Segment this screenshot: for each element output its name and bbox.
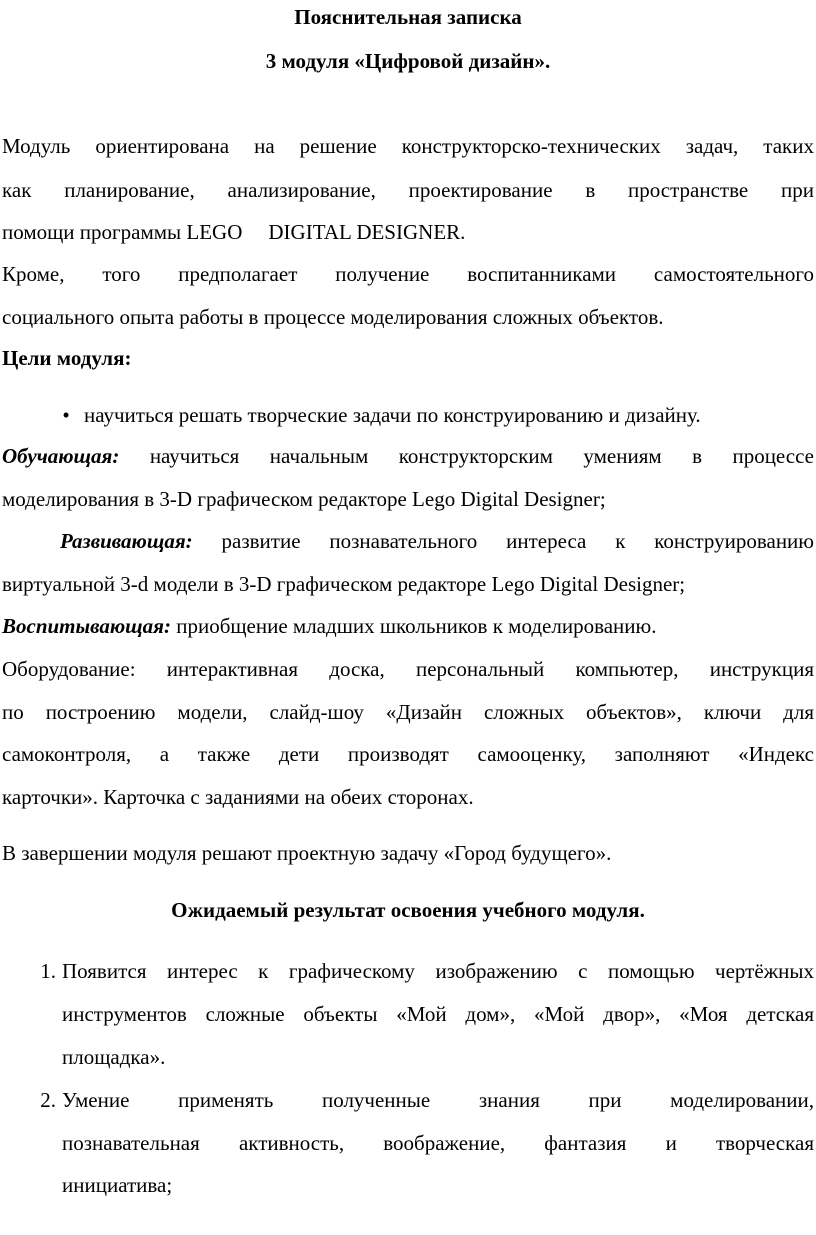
intro-line-3 <box>2 219 814 245</box>
document-subtitle: 3 модуля «Цифровой дизайн». <box>265 49 551 73</box>
equipment-line-4: карточки». Карточка с заданиями на обеих сторонах. <box>2 785 474 809</box>
equipment-line-1: Оборудование: интерактивная доска, персональный компьютер, инструкция <box>2 657 814 681</box>
developing-goal-line-1 <box>60 528 814 554</box>
document-title: Пояснительная записка <box>294 5 522 29</box>
educating-goal-line <box>2 613 814 639</box>
result-item-2-line-1: Умение применять полученные знания при моделировании, <box>62 1088 814 1112</box>
intro-line-2: как планирование, анализирование, проектирование в пространстве при <box>2 178 814 202</box>
goals-heading: Цели модуля: <box>2 346 132 370</box>
intro-line-5: социального опыта работы в процессе моделирования сложных объектов. <box>2 305 664 329</box>
teaching-goal-label: Обучающая: <box>2 444 120 468</box>
equipment-line-3: самоконтроля, а также дети производят самооценку, заполняют «Индекс <box>2 742 814 766</box>
result-item-1-line-2: инструментов сложные объекты «Мой дом», «Мой двор», «Моя детская <box>62 1002 814 1026</box>
developing-goal-text: развитие познавательного интереса к конструированию <box>221 529 814 553</box>
results-heading: Ожидаемый результат освоения учебного модуля. <box>171 898 645 922</box>
teaching-goal-text: научиться начальным конструкторским умениям в процессе <box>149 444 814 468</box>
teaching-goal-line-1 <box>2 443 814 469</box>
result-item-1-line-3: площадка». <box>62 1045 166 1069</box>
result-item-2-line-3: инициатива; <box>62 1173 173 1197</box>
result-item-1-line-1: Появится интерес к графическому изображению с помощью чертёжных <box>62 959 814 983</box>
developing-goal-line-2: виртуальной 3-d модели в 3-D графическом редакторе Lego Digital Designer; <box>2 572 686 596</box>
developing-goal-label: Развивающая: <box>60 529 193 553</box>
equipment-line-2: по построению модели, слайд-шоу «Дизайн сложных объектов», ключи для <box>2 700 814 724</box>
intro-line-1: Модуль ориентирована на решение конструкторско-технических задач, таких <box>2 134 814 158</box>
educating-goal-text: приобщение младших школьников к моделированию. <box>176 614 657 638</box>
result-item-2-line-2: познавательная активность, воображение, фантазия и творческая <box>62 1131 814 1155</box>
educating-goal-label: Воспитывающая: <box>2 614 171 638</box>
goals-bullet-text: научиться решать творческие задачи по конструированию и дизайну. <box>84 403 701 427</box>
intro-line-4: Кроме, того предполагает получение воспитанниками самостоятельного <box>2 262 814 286</box>
result-item-1-number: 1. <box>40 959 56 983</box>
intro-line-3-program-name: DIGITAL DESIGNER. <box>268 220 466 244</box>
conclusion-text: В завершении модуля решают проектную задачу «Город будущего». <box>2 841 612 865</box>
intro-line-3-program-prefix: помощи программы LEGO <box>2 220 243 244</box>
teaching-goal-line-2: моделирования в 3-D графическом редакторе Lego Digital Designer; <box>2 487 606 511</box>
result-item-2-number: 2. <box>40 1088 56 1112</box>
bullet-icon: • <box>62 403 70 427</box>
